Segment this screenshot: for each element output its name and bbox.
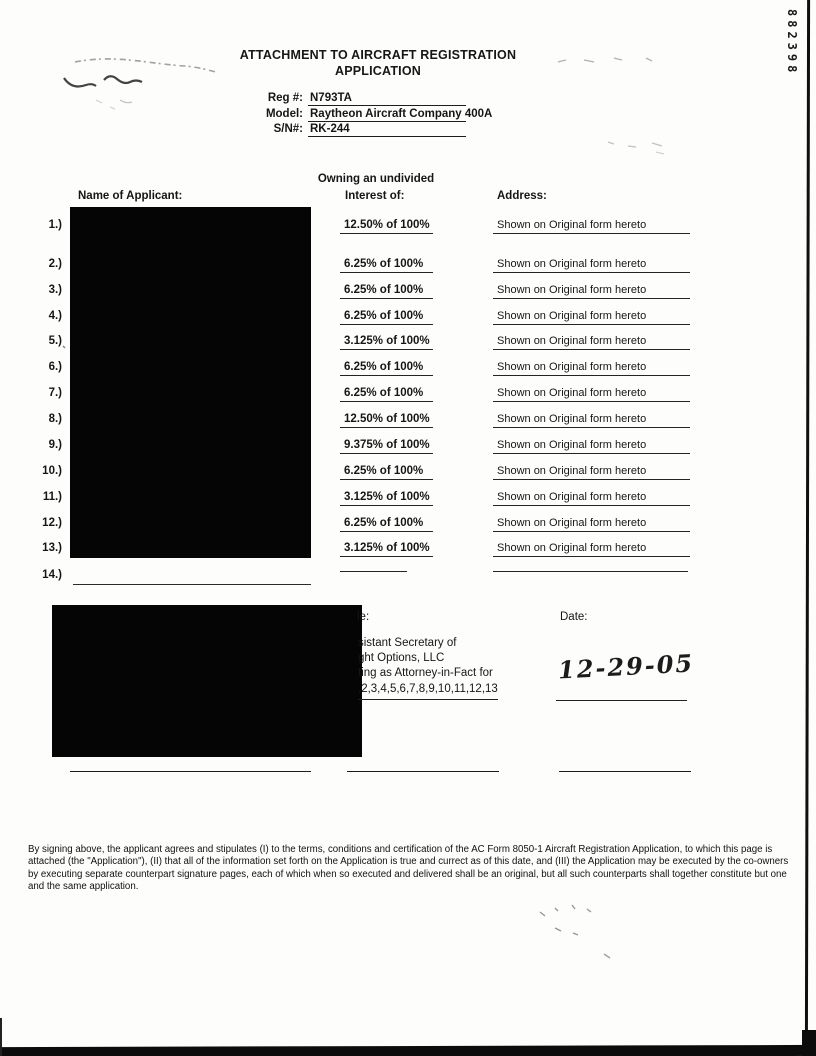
address-value: Shown on Original form hereto: [493, 219, 690, 234]
address-value: Shown on Original form hereto: [493, 387, 690, 402]
row-number: 14.): [42, 569, 62, 581]
row-number: 4.): [48, 310, 62, 322]
model-row: [178, 107, 493, 124]
scan-edge-bottom: [0, 1045, 816, 1056]
aircraft-info-block: [178, 92, 493, 139]
document-control-number: 882398: [785, 9, 799, 77]
row-number: 2.): [48, 258, 62, 270]
serial-number-value: RK-244: [308, 123, 466, 137]
address-value: Shown on Original form hereto: [493, 439, 690, 454]
address-value: Shown on Original form hereto: [493, 335, 690, 350]
reg-number-label: Reg #:: [267, 92, 303, 104]
header-address: Address:: [497, 190, 547, 202]
address-value: Shown on Original form hereto: [493, 465, 690, 480]
form-title-line1: ATTACHMENT TO AIRCRAFT REGISTRATION: [239, 48, 517, 62]
address-value: Shown on Original form hereto: [493, 284, 690, 299]
legal-stipulation-paragraph: By signing above, the applicant agrees and stipulates (I) to the terms, conditions and certification of the AC Form 8050-1 Aircraft Registration Application, to which this page is attached (the "Application"), (II) that all of the information set forth on the Application is true and currect as of this date, and (III) the Application may be executed by the co-owners by executing separate counterpart signature pages, each of which when so executed and delivered shall be an original, but all such counterparts shall together constitute but one and the same application.: [28, 844, 789, 892]
row-number: 1.): [48, 219, 62, 231]
address-value: Shown on Original form hereto: [493, 491, 690, 506]
interest-value: 9.375% of 100%: [340, 439, 433, 454]
reg-number-value: N793TA: [308, 92, 466, 106]
signer-title-fragment-2: ght Options, LLC: [358, 652, 445, 664]
address-value: Shown on Original form hereto: [493, 258, 690, 273]
signature-line-right: [559, 771, 691, 772]
title-label-fragment: le:: [357, 611, 370, 623]
row-number: 7.): [48, 387, 62, 399]
date-label: Date:: [560, 611, 588, 623]
scan-edge-left: [0, 1018, 2, 1056]
table-row-blank: [0, 569, 816, 587]
header-interest-of: Interest of:: [345, 190, 405, 202]
date-underline: [556, 700, 687, 701]
row-number: 9.): [48, 439, 62, 451]
interest-value: 12.50% of 100%: [340, 413, 433, 428]
address-value: Shown on Original form hereto: [493, 542, 690, 557]
signature-line-left: [70, 771, 311, 772]
header-owning-undivided: Owning an undivided: [317, 173, 435, 185]
form-title: [128, 47, 628, 79]
address-value: Shown on Original form hereto: [493, 517, 690, 532]
reg-number-row: [178, 92, 466, 108]
interest-value: 6.25% of 100%: [340, 387, 433, 402]
interest-value: 3.125% of 100%: [340, 542, 433, 557]
redaction-box-applicant-names: [70, 207, 311, 558]
row-number: 12.): [42, 517, 62, 529]
address-value: Shown on Original form hereto: [493, 413, 690, 428]
interest-value: 3.125% of 100%: [340, 491, 433, 506]
header-name-of-applicant: Name of Applicant:: [78, 190, 183, 202]
address-value: Shown on Original form hereto: [493, 361, 690, 376]
interest-value: 6.25% of 100%: [340, 517, 433, 532]
redaction-box-signature: [52, 605, 362, 757]
model-label: Model:: [265, 107, 303, 120]
row-number: 11.): [42, 491, 62, 503]
interest-value: 12.50% of 100%: [340, 219, 433, 234]
signer-title-fragment-1: sistant Secretary of: [358, 637, 457, 649]
interest-value: 6.25% of 100%: [340, 361, 433, 376]
model-value: Raytheon Aircraft Company 400A: [310, 107, 493, 120]
row-number: 10.): [42, 465, 62, 477]
signature-line-middle: [347, 771, 499, 772]
signer-title-fragment-3: ting as Attorney-in-Fact for: [358, 667, 493, 679]
handwritten-date: 12-29-05: [557, 648, 695, 685]
blank-name-field: [73, 569, 311, 585]
interest-value: 6.25% of 100%: [340, 284, 433, 299]
row-number: 5.): [48, 335, 62, 347]
row-number: 13.): [42, 542, 62, 554]
interest-value: 6.25% of 100%: [340, 310, 433, 325]
row-number: 8.): [48, 413, 62, 425]
signer-title-underline: [358, 699, 498, 700]
form-title-line2: APPLICATION: [335, 64, 421, 78]
address-value: Shown on Original form hereto: [493, 310, 690, 325]
interest-value: 3.125% of 100%: [340, 335, 433, 350]
serial-number-label: S/N#:: [273, 123, 303, 136]
signer-title-fragment-4: ,2,3,4,5,6,7,8,9,10,11,12,13: [358, 683, 498, 695]
row-number: 6.): [48, 361, 62, 373]
interest-value: 6.25% of 100%: [340, 258, 433, 273]
scan-edge-corner: [802, 1030, 816, 1056]
serial-number-row: [178, 123, 466, 139]
interest-value: 6.25% of 100%: [340, 465, 433, 480]
row-number: 3.): [48, 284, 62, 296]
blank-interest-field: [340, 569, 407, 572]
blank-address-field: [493, 569, 688, 572]
